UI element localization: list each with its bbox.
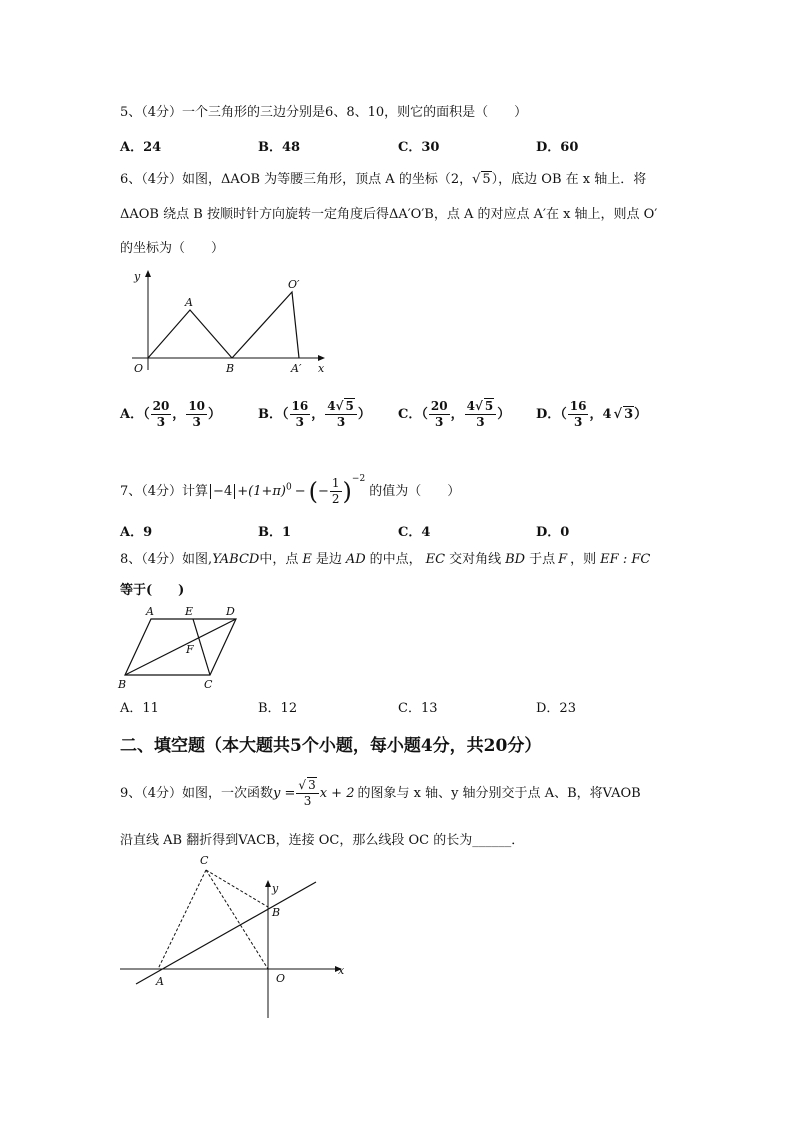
q8-option-b: B．12 <box>258 701 298 716</box>
q8-diagonal-bd <box>125 619 236 675</box>
q7-stem: 7、（4分）计算 $-4 +(1+\pi)^0$ − (− $\frac{1}{2}$ )$^{-2}$的值为（ ） <box>120 474 461 506</box>
q6-line1-b: ），底边 OB 在 x 轴上．将 <box>491 172 647 187</box>
q9-dash-cb <box>206 870 268 907</box>
q6-option-c: C．（ $\frac{20}{3}$ ， $\frac{4√ 5}{3}$ ） <box>398 399 511 429</box>
q8-option-a: A．11 <box>120 701 159 716</box>
q9-figure <box>116 850 350 1022</box>
q7-option-d: D．0 <box>536 525 570 540</box>
q8-option-c: C．13 <box>398 701 438 716</box>
sqrt-icon: √ <box>298 778 307 792</box>
q9-label-b: B <box>272 906 281 919</box>
q6-label-x: x <box>318 362 325 375</box>
q9-label-o: O <box>276 972 286 985</box>
q6-option-a: A．（ $\frac{20}{3}$ ， $\frac{10}{3}$ ） <box>120 399 222 429</box>
q6-y-arrow-icon <box>145 270 151 277</box>
q9-label-c: C <box>200 854 209 867</box>
q7-abs: −4 <box>210 484 235 499</box>
q5-option-b: B．48 <box>258 140 301 155</box>
q6-line1-a: 6、（4分）如图，ΔAOB 为等腰三角形，顶点 A 的坐标（2， <box>120 172 473 187</box>
q8-label-d: D <box>226 605 235 618</box>
q6-line3: 的坐标为（ ） <box>120 241 225 256</box>
q6-triangle-aob <box>148 310 232 358</box>
q6-line2: ΔAOB 绕点 B 按顺时针方向旋转一定角度后得ΔA′O′B，点 A 的对应点 A′在 x 轴上，则点 O′ <box>120 207 658 222</box>
sqrt-icon: √ <box>472 172 481 187</box>
q9-label-y: y <box>272 882 279 895</box>
q8-label-f: F <box>186 643 194 656</box>
q6-label-o2: O′ <box>288 278 300 291</box>
q6-line1 <box>120 171 646 189</box>
q9-dash-co <box>206 870 268 969</box>
q8-figure <box>116 601 246 693</box>
sqrt-icon: √ <box>335 399 344 413</box>
q9-line2: 沿直线 AB 翻折得到VACB，连接 OC，那么线段 OC 的长为______． <box>120 833 525 848</box>
q6-label-o: O <box>134 362 144 375</box>
q6-label-a: A <box>185 296 193 309</box>
q8-label-e: E <box>185 605 194 618</box>
q5-stem: 5、（4分）一个三角形的三边分别是6、8、10，则它的面积是（ ） <box>120 105 528 120</box>
q6-line1-rad: 5 <box>482 172 491 187</box>
q9-label-x: x <box>338 964 345 977</box>
q6-x-arrow-icon <box>318 355 325 361</box>
q6-label-b: B <box>226 362 235 375</box>
q8-label-c: C <box>204 678 213 691</box>
q7-option-a: A．9 <box>120 525 153 540</box>
q8-line2: 等于( ) <box>120 583 185 598</box>
q6-option-b: B．（ $\frac{16}{3}$ ， $\frac{4√ 5}{3}$ ） <box>258 399 371 429</box>
section-2-title: 二、填空题（本大题共5个小题，每小题4分，共20分） <box>120 736 542 756</box>
q5-option-d: D．60 <box>536 140 579 155</box>
q8-line1: 8、（4分）如图,YABCD中，点 E 是边 AD 的中点， EC 交对角线 BD 于点 F ，则 EF : FC <box>120 552 651 567</box>
q8-label-b: B <box>118 678 127 691</box>
q7-option-c: C．4 <box>398 525 431 540</box>
q6-label-y: y <box>134 270 141 283</box>
q9-label-a: A <box>156 975 164 988</box>
q9-dash-ca <box>158 870 206 969</box>
q9-y-arrow-icon <box>265 880 271 887</box>
q8-segment-ec <box>193 619 210 675</box>
q7-option-b: B．1 <box>258 525 292 540</box>
q8-option-d: D．23 <box>536 701 576 716</box>
q9-line1: 9、（4分）如图，一次函数y = $\frac{√ 3}{3}$ x + 2 的图象与 x 轴、y 轴分别交于点 A、B，将VAOB <box>120 778 641 808</box>
sqrt-icon: √ <box>474 399 483 413</box>
q6-figure <box>118 266 338 378</box>
q5-option-c: C．30 <box>398 140 440 155</box>
q8-label-a: A <box>146 605 154 618</box>
q5-option-a: A．24 <box>120 140 162 155</box>
q6-option-d: D．（ $\frac{16}{3}$ ，4 √ 3） <box>536 399 648 429</box>
q6-triangle-a2o2b <box>232 292 299 358</box>
sqrt-icon: √ <box>613 407 623 422</box>
q6-label-a2: A′ <box>291 362 302 375</box>
